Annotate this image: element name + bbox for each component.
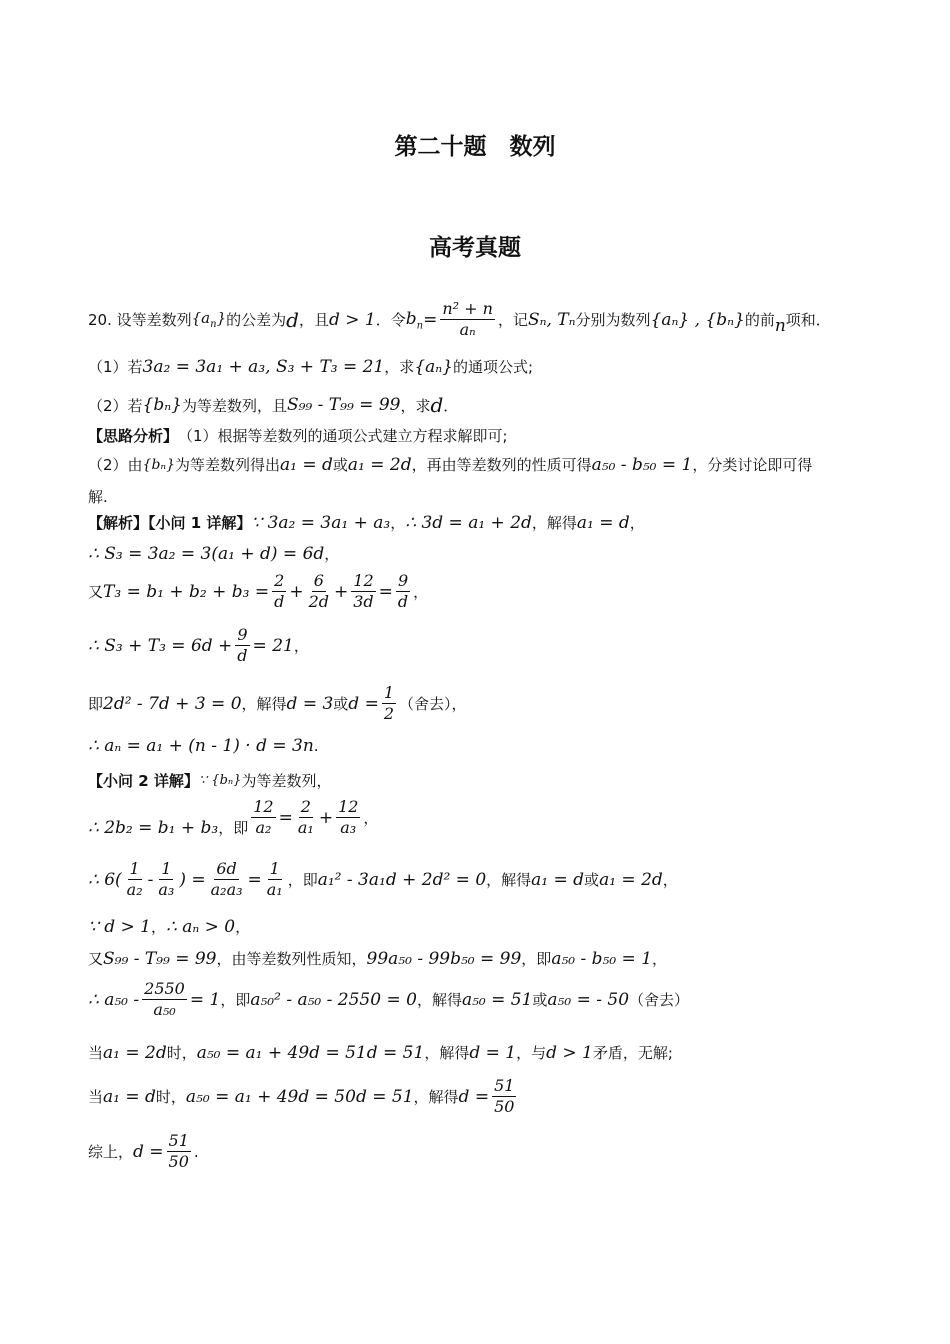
s13-text-4: 矛盾，无解;	[592, 1044, 673, 1062]
analysis-2-text-3: 或	[332, 456, 348, 474]
stem-equals: =	[423, 309, 438, 330]
s12-expr-2: = 1	[189, 989, 221, 1010]
s15-text: .	[193, 1142, 199, 1161]
s14-expr-2: a₅₀ = a₁ + 49d = 50d = 51	[185, 1086, 414, 1107]
s2-expr: ∴ S₃ = 3a₂ = 3(a₁ + d) = 6d	[88, 543, 325, 564]
stem-d: d	[286, 307, 299, 332]
stem-text-4: ，记	[497, 311, 528, 330]
s3-frac-1	[272, 572, 286, 612]
solution-line-1	[88, 512, 645, 533]
s14-prefix: 当	[88, 1088, 104, 1107]
s1-expr-2: ∴ 3d = a₁ + 2d	[405, 512, 532, 533]
solution-line-4	[88, 626, 309, 666]
s9-expr-2: ) =	[179, 869, 206, 890]
s3-frac-3	[351, 572, 375, 612]
q2-text-2: ，求	[400, 396, 431, 415]
chapter-title: 第二十题 数列	[394, 134, 556, 160]
s6-text: .	[313, 737, 319, 755]
s10-expr-2: ∴ aₙ > 0	[166, 916, 236, 937]
analysis-2-seq: {bₙ}	[142, 456, 175, 473]
analysis-2-continued: 解.	[88, 488, 108, 506]
analysis-text-1: （1）根据等差数列的通项公式建立方程求解即可;	[178, 427, 508, 445]
solution-line-7	[88, 770, 331, 791]
stem-bn-sub: n	[416, 320, 424, 332]
s14-frac-num: 51	[492, 1077, 516, 1097]
stem-frac-den: aₙ	[459, 320, 476, 340]
q1-condition: 3a₂ = 3a₁ + a₃, S₃ + T₃ = 21	[142, 356, 385, 377]
s1-expr-1: ∵ 3a₂ = 3a₁ + a₃	[251, 512, 391, 533]
stem-text-5: 分别为数列	[575, 311, 651, 330]
s12-expr-3: a₅₀² - a₅₀ - 2550 = 0	[250, 989, 417, 1010]
s11-prefix: 又	[88, 950, 104, 968]
s8-frac-2	[296, 798, 316, 838]
solution-line-11	[88, 948, 667, 969]
s8-frac-3-num: 12	[336, 798, 360, 818]
q2-text: 为等差数列，且	[181, 396, 287, 415]
s3-frac-2-num: 6	[312, 572, 326, 592]
s9-text-3: 或	[584, 871, 600, 890]
s8-frac-2-den: a₁	[297, 818, 314, 838]
stem-bn	[406, 309, 423, 331]
s13-text-3: ，与	[516, 1044, 547, 1062]
s3-frac-2	[307, 572, 331, 612]
s14-text-2: ，解得	[413, 1088, 459, 1107]
s1-text-3: ，	[629, 514, 645, 532]
analysis-2-expr-1: a₁ = d	[280, 454, 333, 475]
stem-an-close: }	[216, 309, 227, 328]
s9-expr-3: a₁² - 3a₁d + 2d² = 0	[317, 869, 487, 890]
stem-text-2: ，且	[298, 311, 329, 330]
s3-frac-4-num: 9	[396, 572, 410, 592]
problem-stem	[88, 300, 831, 340]
analysis-2-text-4: ，再由等差数列的性质可得	[411, 456, 592, 474]
s5-expr-3: d =	[348, 693, 379, 714]
s3-plus-1: +	[289, 581, 304, 602]
s13-expr-2: a₅₀ = a₁ + 49d = 51d = 51	[196, 1042, 425, 1063]
s12-frac-num: 2550	[142, 980, 187, 1000]
solution-line-8	[88, 798, 378, 838]
analysis-line-2	[88, 454, 812, 475]
s3-frac-2-den: 2d	[308, 592, 329, 612]
solution-line-6	[88, 736, 319, 756]
analysis-line-1	[88, 425, 508, 446]
s3-frac-1-num: 2	[272, 572, 286, 592]
s9-frac-3-num: 6d	[214, 860, 238, 880]
q1-text: ，求	[384, 358, 415, 376]
s9-frac-1-num: 1	[128, 860, 142, 880]
s1-expr-3: a₁ = d	[576, 512, 630, 533]
s14-frac	[492, 1077, 516, 1117]
s2-text: ，	[324, 545, 340, 563]
s8-plus: +	[318, 807, 334, 828]
s5-prefix: 即	[88, 695, 104, 714]
s13-expr-1: a₁ = 2d	[103, 1042, 167, 1063]
solution-line-2	[88, 543, 339, 564]
stem-text-3: ．令	[375, 311, 406, 330]
q2-label: （2）若	[88, 396, 143, 415]
s3-prefix: 又	[88, 583, 104, 602]
s13-prefix: 当	[88, 1044, 104, 1062]
s4-text: ，	[293, 637, 309, 656]
s5-text-3: （舍去），	[399, 695, 467, 714]
question-1	[88, 356, 533, 377]
s9-expr-4: a₁ = d	[531, 869, 585, 890]
s6-expr: ∴ aₙ = a₁ + (n - 1) · d = 3n	[88, 736, 314, 756]
s3-frac-4	[396, 572, 410, 612]
s4-frac-num: 9	[235, 626, 249, 646]
s10-expr-1: ∵ d > 1	[88, 916, 151, 937]
s9-frac-1	[125, 860, 145, 900]
s12-text-3: 或	[532, 991, 548, 1010]
solution-line-10	[88, 916, 250, 937]
s11-text-2: ，即	[521, 950, 552, 968]
s15-frac	[167, 1132, 191, 1172]
s12-expr-5: a₅₀ = - 50	[547, 989, 630, 1010]
s8-frac-1-den: a₂	[255, 818, 272, 838]
s12-frac	[142, 980, 187, 1020]
q1-label: （1）若	[88, 358, 143, 376]
s11-text-1: ，由等差数列性质知，	[216, 950, 367, 968]
s12-text-1: ，即	[220, 991, 251, 1010]
q1-seq: {aₙ}	[414, 356, 453, 377]
stem-fraction	[440, 300, 495, 340]
analysis-line-3	[88, 486, 108, 507]
s9-text-1: ，即	[287, 871, 318, 890]
stem-prefix: 20. 设等差数列	[88, 311, 192, 330]
s15-expr: d =	[133, 1141, 164, 1162]
s12-text-2: ，解得	[416, 991, 462, 1010]
stem-s-t: Sₙ, Tₙ	[527, 309, 576, 330]
s15-frac-den: 50	[168, 1152, 189, 1172]
solution-line-13	[88, 1042, 673, 1063]
s5-frac-num: 1	[382, 684, 396, 704]
s8-equals: =	[278, 807, 293, 828]
s11-text-3: ，	[652, 950, 668, 968]
section-title: 高考真题	[429, 235, 521, 261]
s14-expr-1: a₁ = d	[103, 1086, 156, 1107]
stem-bn-text: b	[405, 308, 417, 329]
solution-line-14	[88, 1077, 519, 1117]
stem-text-1: 的公差为	[226, 311, 287, 330]
s15-frac-num: 51	[167, 1132, 191, 1152]
s5-frac-den: 2	[383, 704, 395, 724]
s9-text-4: ，	[662, 871, 678, 890]
stem-frac-num: n² + n	[440, 300, 495, 320]
s14-text-1: 时，	[155, 1088, 186, 1107]
analysis-2-text-5: ，分类讨论即可得	[692, 456, 813, 474]
s4-frac-den: d	[237, 646, 248, 666]
s12-frac-den: a₅₀	[153, 1000, 176, 1020]
s9-minus: -	[147, 869, 154, 890]
s9-frac-2	[156, 860, 176, 900]
s9-text-2: ，解得	[486, 871, 532, 890]
s13-text-1: 时，	[166, 1044, 197, 1062]
analysis-2-text-2: 为等差数列得出	[175, 456, 281, 474]
s5-text-2: 或	[333, 695, 349, 714]
s13-expr-4: d > 1	[546, 1042, 593, 1063]
s8-frac-3	[336, 798, 360, 838]
stem-seqs: {aₙ} , {bₙ}	[650, 309, 745, 330]
stem-seq-an	[192, 309, 227, 330]
s3-expr-1: T₃ = b₁ + b₂ + b₃ =	[103, 581, 270, 602]
s7-expr: ∵ {bₙ}	[198, 773, 242, 788]
s5-expr-2: d = 3	[286, 693, 334, 714]
s7-text: 为等差数列，	[241, 772, 332, 790]
s8-frac-2-num: 2	[299, 798, 313, 818]
s9-frac-1-den: a₂	[126, 880, 143, 900]
solution-label: 【解析】【小问 1 详解】	[88, 514, 252, 532]
s8-end: ，	[363, 809, 379, 828]
s13-expr-3: d = 1	[469, 1042, 517, 1063]
s3-frac-4-den: d	[397, 592, 409, 612]
s9-expr-1: ∴ 6(	[88, 869, 122, 890]
s10-text-1: ，	[150, 918, 166, 936]
s3-frac-1-den: d	[274, 592, 285, 612]
s3-plus-2: +	[334, 581, 349, 602]
stem-n: n	[774, 315, 786, 336]
q2-condition: S₉₉ - T₉₉ = 99	[286, 395, 401, 415]
q1-end: 的通项公式;	[452, 358, 534, 376]
solution-line-5	[88, 684, 467, 724]
s4-expr-2: = 21	[252, 635, 294, 656]
q2-d: d	[430, 393, 444, 417]
s10-text-2: ，	[235, 918, 251, 936]
s5-expr-1: 2d² - 7d + 3 = 0	[103, 693, 242, 714]
s14-expr-3: d =	[458, 1086, 490, 1107]
s12-expr-4: a₅₀ = 51	[461, 989, 533, 1010]
s5-text-1: ，解得	[241, 695, 287, 714]
solution-line-15	[88, 1132, 199, 1172]
s4-frac	[235, 626, 249, 666]
stem-text-6: 的前	[744, 311, 775, 330]
analysis-2-expr-3: a₅₀ - b₅₀ = 1	[591, 454, 693, 475]
question-2	[88, 393, 458, 417]
s13-text-2: ，解得	[424, 1044, 470, 1062]
s8-expr-1: ∴ 2b₂ = b₁ + b₃	[88, 817, 219, 838]
analysis-2-text-1: （2）由	[88, 456, 143, 474]
stem-text-7: 项和．	[785, 311, 831, 330]
s8-frac-1	[251, 798, 275, 838]
s11-expr-3: a₅₀ - b₅₀ = 1	[551, 948, 653, 969]
s8-frac-1-num: 12	[251, 798, 275, 818]
q2-end: ．	[443, 396, 459, 415]
s1-text-1: ，	[390, 514, 406, 532]
s9-expr-5: a₁ = 2d	[599, 869, 663, 890]
s9-frac-2-num: 1	[159, 860, 173, 880]
analysis-2-expr-2: a₁ = 2d	[347, 454, 412, 475]
analysis-label: 【思路分析】	[88, 427, 179, 445]
s9-frac-2-den: a₃	[158, 880, 175, 900]
s1-text-2: ，解得	[531, 514, 577, 532]
s12-expr-1: ∴ a₅₀ -	[88, 989, 140, 1010]
s11-expr-1: S₉₉ - T₉₉ = 99	[103, 948, 217, 969]
s9-frac-4	[265, 860, 285, 900]
s3-frac-3-den: 3d	[353, 592, 374, 612]
s9-frac-4-den: a₁	[266, 880, 283, 900]
s3-frac-3-num: 12	[351, 572, 375, 592]
s4-expr-1: ∴ S₃ + T₃ = 6d +	[88, 635, 233, 656]
s12-text-4: （舍去）	[629, 991, 690, 1010]
stem-an-text: {a	[191, 309, 211, 328]
stem-an-sub: n	[210, 319, 217, 331]
s9-equals: =	[247, 869, 262, 890]
s3-text: ，	[413, 583, 429, 602]
q2-seq: {bₙ}	[142, 395, 182, 415]
s5-frac	[382, 684, 396, 724]
s9-frac-4-num: 1	[268, 860, 282, 880]
solution-line-9	[88, 860, 678, 900]
s14-frac-den: 50	[494, 1097, 515, 1117]
s9-frac-3	[209, 860, 245, 900]
s11-expr-2: 99a₅₀ - 99b₅₀ = 99	[366, 948, 522, 969]
s8-frac-3-den: a₃	[340, 818, 357, 838]
s15-prefix: 综上，	[88, 1143, 134, 1162]
s9-frac-3-den: a₂a₃	[210, 880, 243, 900]
s8-text: ，即	[218, 819, 249, 838]
solution-line-3	[88, 572, 428, 612]
solution-line-12	[88, 980, 689, 1020]
solution-part-2-label: 【小问 2 详解】	[88, 772, 199, 790]
s3-equals: =	[378, 581, 393, 602]
stem-d-gt-1: d > 1	[328, 309, 376, 330]
